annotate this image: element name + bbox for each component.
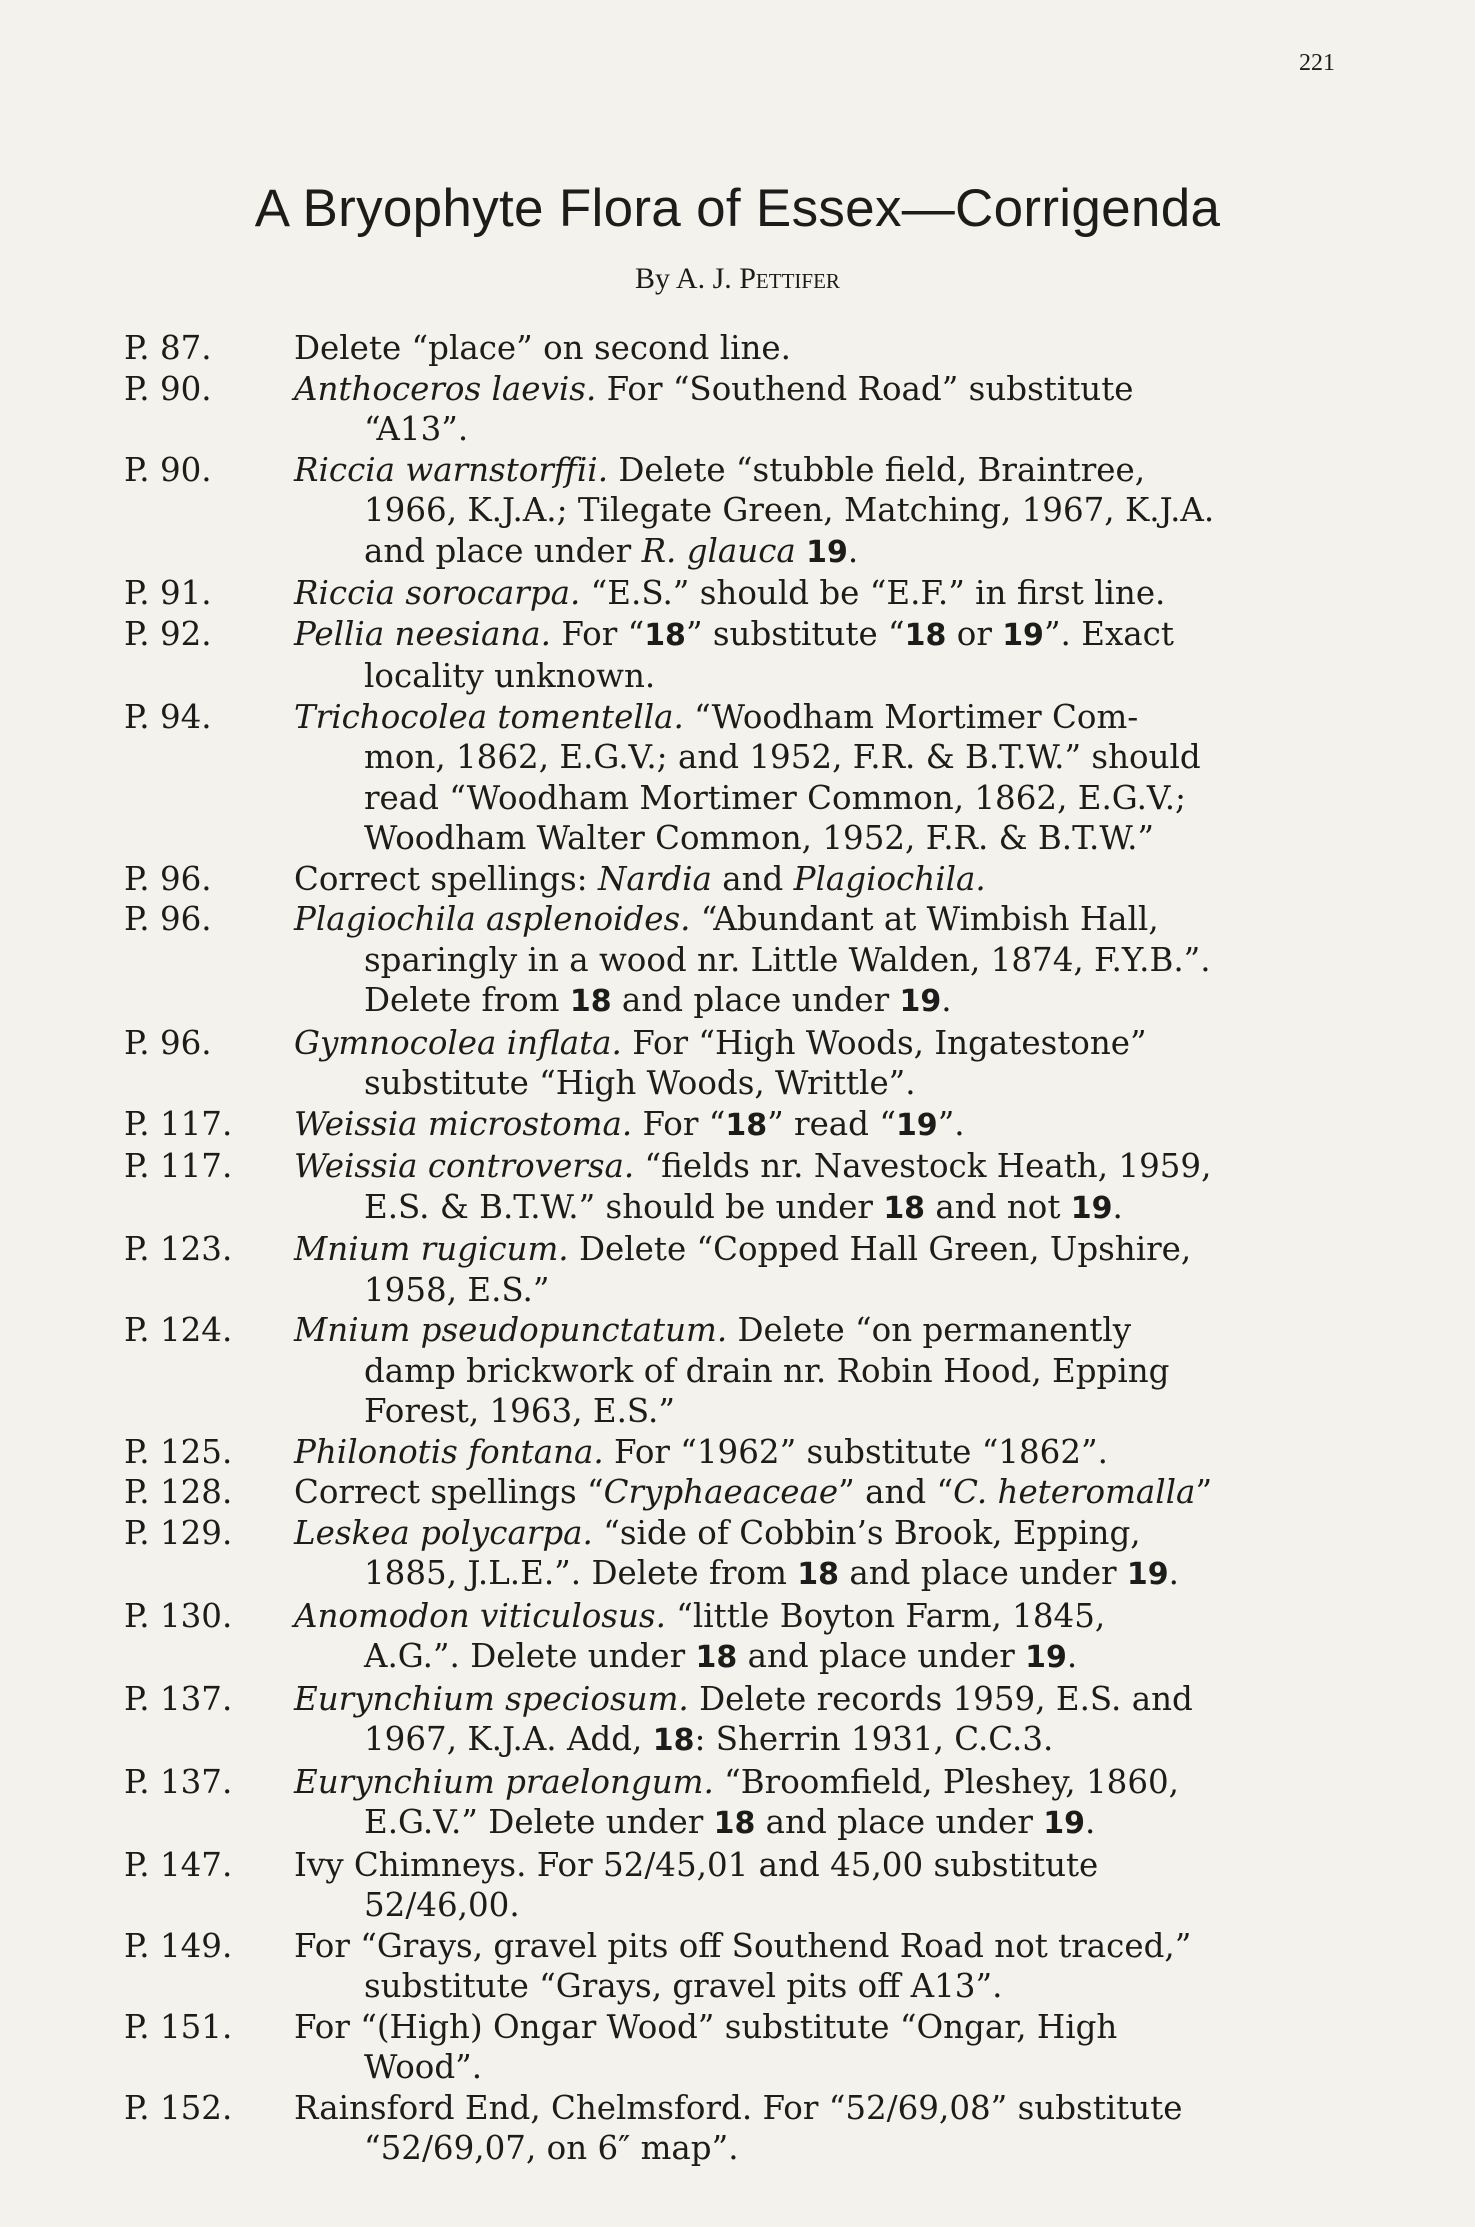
text-run: For “(High) Ongar Wood” substitute “Ongar, High	[294, 2007, 1118, 2046]
text-run: and place under	[737, 1637, 1026, 1675]
correction-line	[294, 1845, 1324, 1886]
text-run: .	[941, 981, 952, 1019]
species-name: Anomodon viticulosus.	[294, 1596, 666, 1635]
corrigendum-entry	[124, 1432, 1324, 1473]
correction-line	[294, 614, 1324, 657]
vice-county-number: 18	[695, 1640, 738, 1675]
vice-county-number: 18	[797, 1557, 840, 1592]
species-name: Eurynchium praelongum.	[294, 1762, 714, 1801]
correction-text	[294, 369, 1324, 450]
correction-text	[294, 1472, 1324, 1513]
correction-line	[294, 1187, 1324, 1230]
correction-text	[294, 328, 1324, 369]
text-run: and place under	[364, 531, 642, 570]
page-reference: P. 90.	[124, 369, 212, 408]
text-run: For “	[551, 614, 645, 653]
corrigendum-entry	[124, 2088, 1324, 2169]
text-run	[796, 532, 806, 570]
text-run: : Sherrin 1931, C.C.3.	[694, 1720, 1054, 1758]
corrigendum-entry	[124, 369, 1324, 450]
correction-text	[294, 450, 1324, 574]
correction-line	[294, 2128, 1324, 2169]
corrigendum-entry	[124, 1310, 1324, 1432]
vice-county-number: 18	[652, 1723, 695, 1758]
text-run: mon, 1862, E.G.V.; and 1952, F.R. & B.T.W.” should	[364, 738, 1201, 776]
correction-line	[294, 2007, 1324, 2048]
corrigendum-entry	[124, 2007, 1324, 2088]
corrigendum-entry	[124, 328, 1324, 369]
text-run: For “Grays, gravel pits off Southend Road not traced,”	[294, 1926, 1192, 1965]
correction-line	[294, 1472, 1324, 1513]
correction-line	[294, 1513, 1324, 1554]
text-run: A.G.”. Delete under	[364, 1637, 696, 1675]
text-run: ” and “	[838, 1473, 954, 1511]
text-run: and	[711, 859, 794, 898]
corrigendum-entry	[124, 1513, 1324, 1596]
text-run: .	[1112, 1187, 1123, 1226]
corrigendum-entry	[124, 1472, 1324, 1513]
correction-line	[294, 1553, 1324, 1596]
text-run: Delete records 1959, E.S. and	[688, 1679, 1193, 1718]
correction-line	[294, 1926, 1324, 1967]
text-run: Rainsford End, Chelmsford. For “52/69,08” substitute	[294, 2088, 1183, 2127]
correction-line	[294, 450, 1324, 491]
vice-county-number: 19	[1043, 1806, 1085, 1841]
text-run: ”.	[937, 1104, 965, 1143]
vice-county-number: 19	[1070, 1190, 1113, 1226]
correction-text	[294, 2088, 1324, 2169]
correction-line	[294, 1310, 1324, 1351]
text-run: Woodham Walter Common, 1952, F.R. & B.T.W.”	[364, 819, 1155, 857]
correction-line	[294, 573, 1324, 614]
page-reference: P. 94.	[124, 697, 212, 736]
species-name: Trichocolea tomentella.	[294, 697, 684, 736]
vice-county-number: 19	[806, 534, 848, 570]
text-run: 1966, K.J.A.; Tilegate Green, Matching, 1967, K.J.A.	[364, 491, 1215, 529]
vice-county-number: 19	[1126, 1557, 1169, 1592]
text-run: Delete “stubble field, Braintree,	[608, 450, 1146, 489]
page-reference: P. 87.	[124, 329, 212, 367]
text-run: “side of Cobbin’s Brook, Epping,	[592, 1513, 1141, 1552]
corrigendum-entry	[124, 1104, 1324, 1147]
correction-text	[294, 1596, 1324, 1679]
byline	[0, 262, 1475, 296]
text-run: “A13”.	[364, 410, 469, 448]
corrigenda-list	[124, 328, 1324, 2169]
correction-line	[294, 531, 1324, 574]
correction-line	[294, 697, 1324, 738]
text-run: Delete “Copped Hall Green, Upshire,	[568, 1230, 1192, 1268]
corrigendum-entry	[124, 573, 1324, 614]
species-name: Leskea polycarpa.	[294, 1513, 593, 1552]
text-run: damp brickwork of drain nr. Robin Hood, Epping	[364, 1351, 1170, 1390]
text-run: 52/46,00.	[364, 1886, 520, 1924]
correction-line	[294, 328, 1324, 369]
text-run: ” substitute “	[685, 614, 905, 653]
species-name: Anthoceros laevis.	[294, 369, 597, 408]
correction-line	[294, 940, 1324, 981]
correction-line	[294, 859, 1324, 900]
page-reference: P. 149.	[124, 1926, 233, 1965]
text-run: Delete “on permanently	[727, 1311, 1132, 1349]
vice-county-number: 18	[713, 1806, 756, 1841]
correction-line	[294, 369, 1324, 410]
text-run: For “1962” substitute “1862”.	[603, 1432, 1108, 1471]
correction-line	[294, 1719, 1324, 1762]
correction-text	[294, 614, 1324, 697]
vice-county-number: 18	[644, 617, 686, 653]
page-reference: P. 151.	[124, 2007, 233, 2046]
species-name: C. heteromalla	[953, 1473, 1196, 1511]
correction-line	[294, 1596, 1324, 1637]
species-name: Eurynchium speciosum.	[294, 1679, 689, 1718]
text-run: Correct spellings:	[294, 859, 598, 898]
species-name: Philonotis fontana.	[294, 1432, 604, 1471]
correction-text	[294, 899, 1324, 1023]
byline-prefix: By A. J.	[635, 262, 740, 295]
correction-text	[294, 1023, 1324, 1104]
vice-county-number: 18	[904, 617, 947, 653]
species-name: Plagiochila.	[793, 859, 986, 898]
corrigendum-entry	[124, 1926, 1324, 2007]
text-run: read “Woodham Mortimer Common, 1862, E.G.V.;	[364, 778, 1187, 817]
corrigendum-entry	[124, 1023, 1324, 1104]
correction-text	[294, 2007, 1324, 2088]
page-reference: P. 152.	[124, 2088, 233, 2127]
correction-text	[294, 1926, 1324, 2007]
text-run: For “	[632, 1104, 726, 1143]
corrigendum-entry	[124, 899, 1324, 1023]
page-reference: P. 96.	[124, 1023, 212, 1062]
text-run: and place under	[611, 981, 900, 1019]
correction-line	[294, 1432, 1324, 1473]
correction-text	[294, 1229, 1324, 1310]
page-reference: P. 91.	[124, 574, 212, 612]
page-reference: P. 128.	[124, 1473, 233, 1511]
correction-line	[294, 818, 1324, 859]
corrigendum-entry	[124, 1146, 1324, 1229]
correction-line	[294, 490, 1324, 531]
vice-county-number: 19	[1025, 1640, 1067, 1675]
correction-text	[294, 1762, 1324, 1845]
correction-text	[294, 859, 1324, 900]
vice-county-number: 19	[895, 1107, 938, 1143]
text-run: ” read “	[767, 1104, 896, 1143]
vice-county-number: 18	[569, 984, 612, 1019]
species-name: Gymnocolea inflata.	[294, 1023, 622, 1062]
species-name: Riccia warnstorffii.	[294, 450, 609, 489]
text-run: E.G.V.” Delete under	[364, 1803, 714, 1841]
correction-text	[294, 1679, 1324, 1762]
species-name: Mnium pseudopunctatum.	[294, 1311, 728, 1349]
species-name: Weissia microstoma.	[294, 1104, 633, 1143]
text-run: and not	[925, 1187, 1071, 1226]
corrigendum-entry	[124, 697, 1324, 859]
page-reference: P. 96.	[124, 900, 212, 938]
correction-line	[294, 899, 1324, 940]
text-run: and place under	[755, 1803, 1044, 1841]
correction-line	[294, 1270, 1324, 1311]
correction-line	[294, 1023, 1324, 1064]
text-run: Ivy Chimneys. For 52/45,01 and 45,00 substitute	[294, 1845, 1099, 1884]
vice-county-number: 19	[899, 984, 942, 1019]
species-name: Mnium rugicum.	[294, 1230, 569, 1268]
correction-line	[294, 1966, 1324, 2007]
species-name: R. glauca	[641, 531, 796, 570]
corrigendum-entry	[124, 614, 1324, 697]
text-run: For “Southend Road” substitute	[596, 369, 1134, 408]
species-name: Cryphaeaceae	[603, 1473, 839, 1511]
text-run: .	[1066, 1637, 1078, 1675]
correction-text	[294, 697, 1324, 859]
text-run: “little Boyton Farm, 1845,	[665, 1596, 1106, 1635]
page-reference: P. 147.	[124, 1845, 233, 1884]
corrigendum-entry	[124, 859, 1324, 900]
text-run: Correct spellings “	[294, 1473, 604, 1511]
author-name: Pettifer	[739, 262, 840, 295]
page-reference: P. 124.	[124, 1311, 233, 1349]
vice-county-number: 18	[883, 1190, 926, 1226]
corrigendum-entry	[124, 1679, 1324, 1762]
text-run: .	[1084, 1803, 1096, 1841]
correction-line	[294, 409, 1324, 450]
text-run: sparingly in a wood nr. Little Walden, 1874, F.Y.B.”.	[364, 940, 1211, 979]
page-reference: P. 117.	[124, 1104, 233, 1143]
correction-line	[294, 656, 1324, 697]
text-run: 1967, K.J.A. Add,	[364, 1720, 653, 1758]
text-run: Delete “place” on second line.	[294, 329, 791, 367]
corrigendum-entry	[124, 450, 1324, 574]
correction-line	[294, 1063, 1324, 1104]
correction-line	[294, 1802, 1324, 1845]
correction-line	[294, 1391, 1324, 1432]
species-name: Weissia controversa.	[294, 1147, 635, 1185]
species-name: Nardia	[597, 859, 712, 898]
text-run: 1958, E.S.”	[364, 1270, 550, 1309]
text-run: or	[946, 614, 1003, 653]
correction-line	[294, 1229, 1324, 1270]
text-run: Wood”.	[364, 2048, 483, 2086]
species-name: Riccia sorocarpa.	[294, 574, 581, 612]
correction-line	[294, 1636, 1324, 1679]
correction-text	[294, 1513, 1324, 1596]
species-name: Plagiochila asplenoides.	[294, 900, 691, 938]
correction-line	[294, 1762, 1324, 1803]
text-run: .	[847, 531, 859, 570]
corrigendum-entry	[124, 1845, 1324, 1926]
correction-line	[294, 2047, 1324, 2088]
text-run: and place under	[839, 1554, 1127, 1592]
text-run: ”. Exact	[1043, 614, 1174, 653]
correction-line	[294, 737, 1324, 778]
page-reference: P. 129.	[124, 1513, 233, 1552]
text-run: “Woodham Mortimer Com-	[683, 697, 1139, 736]
text-run: “fields nr. Navestock Heath, 1959,	[634, 1147, 1212, 1185]
species-name: Pellia neesiana.	[294, 614, 552, 653]
correction-line	[294, 2088, 1324, 2129]
text-run: “52/69,07, on 6″ map”.	[364, 2129, 739, 2167]
correction-line	[294, 980, 1324, 1023]
correction-line	[294, 1104, 1324, 1147]
text-run: “E.S.” should be “E.F.” in first line.	[580, 574, 1166, 612]
page-reference: P. 92.	[124, 614, 212, 653]
correction-line	[294, 1885, 1324, 1926]
correction-text	[294, 1104, 1324, 1147]
article-title: A Bryophyte Flora of Essex—Corrigenda	[254, 179, 1221, 238]
corrigendum-entry	[124, 1596, 1324, 1679]
text-run: “Abundant at Wimbish Hall,	[690, 900, 1159, 938]
page-reference: P. 137.	[124, 1762, 233, 1801]
text-run: substitute “Grays, gravel pits off A13”.	[364, 1967, 1003, 2005]
text-run: locality unknown.	[364, 657, 656, 695]
vice-county-number: 19	[1002, 617, 1044, 653]
correction-line	[294, 1146, 1324, 1187]
correction-text	[294, 1310, 1324, 1432]
corrigendum-entry	[124, 1762, 1324, 1845]
correction-line	[294, 778, 1324, 819]
text-run: .	[1168, 1554, 1180, 1592]
correction-line	[294, 1351, 1324, 1392]
page-reference: P. 96.	[124, 859, 212, 898]
corrigendum-entry	[124, 1229, 1324, 1310]
text-run: For “High Woods, Ingatestone”	[621, 1023, 1147, 1062]
page-reference: P. 137.	[124, 1679, 233, 1718]
text-run: 1885, J.L.E.”. Delete from	[364, 1554, 798, 1592]
page-reference: P. 125.	[124, 1432, 233, 1471]
vice-county-number: 18	[725, 1107, 768, 1143]
page-reference: P. 90.	[124, 450, 212, 489]
text-run: Delete from	[364, 981, 570, 1019]
page-number: 221	[1299, 50, 1335, 76]
text-run: ”	[1195, 1473, 1213, 1511]
page-reference: P. 117.	[124, 1147, 233, 1185]
correction-text	[294, 573, 1324, 614]
page-reference: P. 123.	[124, 1230, 233, 1268]
text-run: E.S. & B.T.W.” should be under	[364, 1187, 884, 1226]
correction-text	[294, 1432, 1324, 1473]
text-run: Forest, 1963, E.S.”	[364, 1392, 675, 1430]
correction-line	[294, 1679, 1324, 1720]
correction-text	[294, 1845, 1324, 1926]
text-run: “Broomfield, Pleshey, 1860,	[713, 1762, 1180, 1801]
page-reference: P. 130.	[124, 1596, 233, 1635]
correction-text	[294, 1146, 1324, 1229]
text-run: substitute “High Woods, Writtle”.	[364, 1064, 916, 1102]
